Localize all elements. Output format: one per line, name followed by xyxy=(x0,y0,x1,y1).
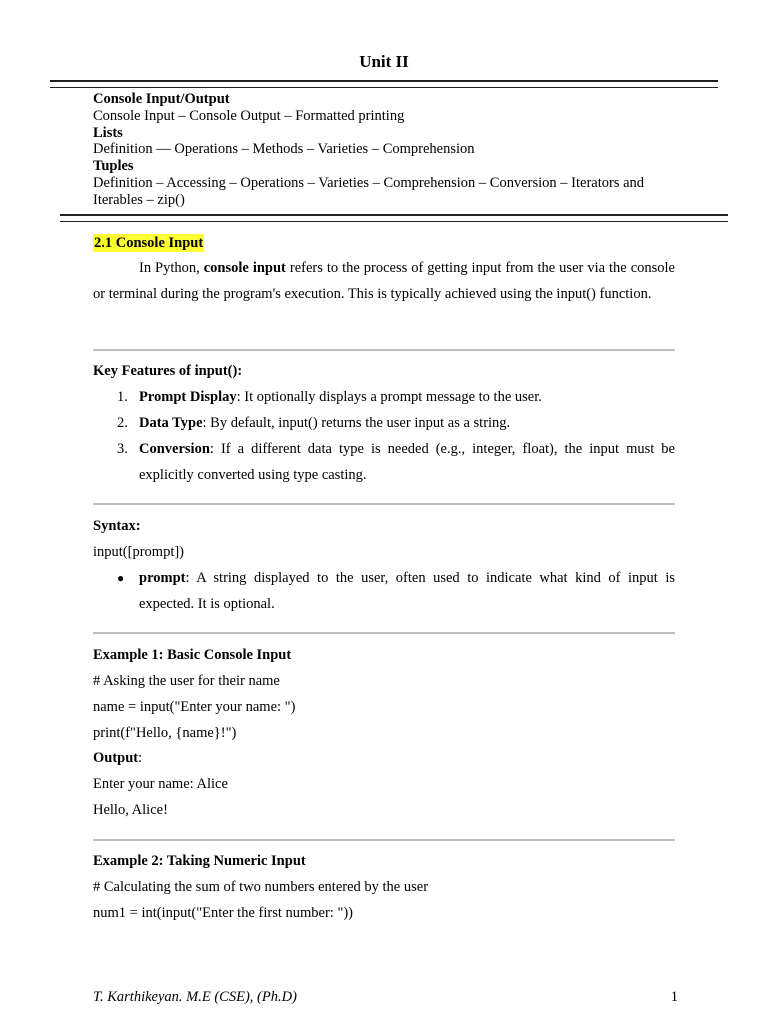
overview-text: Console Input – Console Output – Formatted printing xyxy=(93,107,405,124)
output-line: Enter your name: Alice xyxy=(93,776,228,792)
example1-heading: Example 1: Basic Console Input xyxy=(93,647,292,663)
list-term: Conversion xyxy=(139,441,210,457)
bullet-item xyxy=(93,565,675,617)
key-features-heading: Key Features of input(): xyxy=(93,363,243,379)
list-term: Prompt Display xyxy=(139,389,237,405)
example2-heading: Example 2: Taking Numeric Input xyxy=(93,853,306,869)
list-item xyxy=(93,436,675,488)
overview-heading: Lists xyxy=(93,124,123,141)
code-line: num1 = int(input("Enter the first number: ")) xyxy=(93,905,354,921)
bullet-icon: ● xyxy=(117,571,125,585)
page-number: 1 xyxy=(670,989,678,1005)
code-line: # Asking the user for their name xyxy=(93,673,280,689)
intro-suffix: refers to the process of getting input from the user via the console or terminal during the program's execution. This is typically achieved using the input() function. xyxy=(93,260,675,302)
list-item xyxy=(93,410,675,436)
section-divider xyxy=(93,839,675,841)
intro-paragraph xyxy=(93,255,675,307)
list-number: 2. xyxy=(117,415,128,431)
list-desc: : If a different data type is needed (e.g., integer, float), the input must be explicitly converted using type casting. xyxy=(139,441,675,483)
code-line: # Calculating the sum of two numbers entered by the user xyxy=(93,879,429,895)
output-line: Hello, Alice! xyxy=(93,802,168,818)
output-label xyxy=(93,745,142,771)
code-line: name = input("Enter your name: ") xyxy=(93,699,296,715)
output-label-colon: : xyxy=(138,750,143,766)
section-divider xyxy=(93,632,675,634)
overview-divider xyxy=(60,214,728,222)
intro-bold-term: console input xyxy=(203,260,286,276)
section-divider xyxy=(93,503,675,505)
overview-heading: Tuples xyxy=(93,158,134,175)
bullet-term: prompt xyxy=(139,570,186,586)
output-label-text: Output xyxy=(93,750,139,766)
footer-author: T. Karthikeyan. M.E (CSE), (Ph.D) xyxy=(93,989,297,1005)
syntax-heading: Syntax: xyxy=(93,518,141,534)
syntax-code: input([prompt]) xyxy=(93,544,185,560)
section-title: 2.1 Console Input xyxy=(94,235,204,251)
list-desc: : By default, input() returns the user input as a string. xyxy=(202,415,511,431)
bullet-desc: : A string displayed to the user, often used to indicate what kind of input is expected. It is optional. xyxy=(139,570,675,612)
section-divider xyxy=(93,349,675,351)
unit-overview xyxy=(93,91,678,209)
intro-prefix: In Python, xyxy=(139,260,204,276)
code-line: print(f"Hello, {name}!") xyxy=(93,725,237,741)
list-number: 1. xyxy=(117,389,128,405)
header-divider xyxy=(50,80,718,88)
list-number: 3. xyxy=(117,441,128,457)
overview-heading: Console Input/Output xyxy=(93,91,230,107)
overview-text: Definition – Accessing – Operations – Varieties – Comprehension – Conversion – Iterators and Iterables – zip() xyxy=(93,174,645,208)
page-title: Unit II xyxy=(359,52,409,71)
list-desc: : It optionally displays a prompt message to the user. xyxy=(236,389,542,405)
list-term: Data Type xyxy=(139,415,203,431)
list-item xyxy=(93,384,675,410)
overview-text: Definition –– Operations – Methods – Varieties – Comprehension xyxy=(93,141,475,158)
